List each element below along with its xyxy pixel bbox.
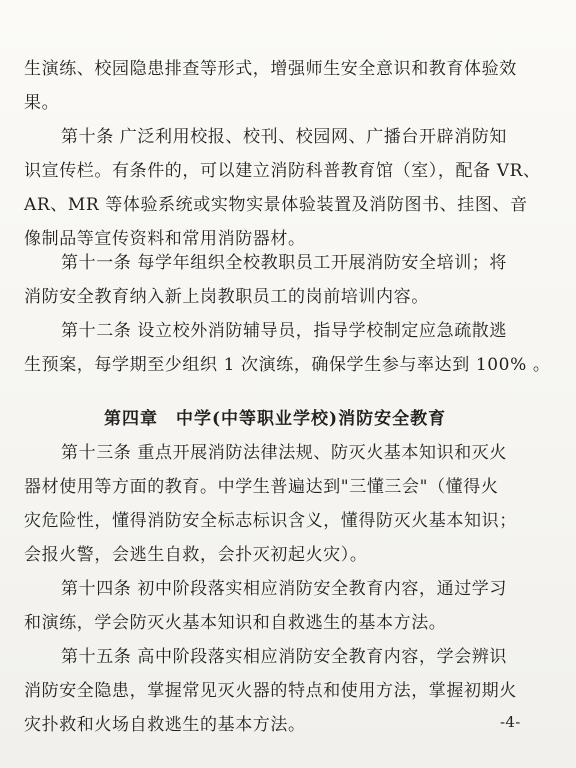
article-13-line-2: 器材使用等方面的教育。中学生普遍达到"三懂三会"（懂得火 <box>24 477 499 497</box>
text-line-1: 生演练、校园隐患排查等形式，增强师生安全意识和教育体验效 <box>24 59 517 79</box>
article-14-line-1: 第十四条 初中阶段落实相应消防安全教育内容，通过学习 <box>61 579 508 599</box>
article-14-line-2: 和演练，学会防灭火基本知识和自救逃生的基本方法。 <box>24 613 447 633</box>
article-10-line-4: 像制品等宣传资料和常用消防器材。 <box>24 229 306 249</box>
article-13-line-3: 灾危险性，懂得消防安全标志标识含义，懂得防灭火基本知识； <box>24 511 517 531</box>
article-10-line-2: 识宣传栏。有条件的，可以建立消防科普教育馆（室），配备 VR、 <box>24 161 541 181</box>
article-15-line-1: 第十五条 高中阶段落实相应消防安全教育内容，学会辨识 <box>61 647 508 667</box>
text-line-2: 果。 <box>24 93 60 113</box>
article-10-line-1: 第十条 广泛利用校报、校刊、校园网、广播台开辟消防知 <box>61 127 508 147</box>
article-11-line-1: 第十一条 每学年组织全校教职员工开展消防安全培训；将 <box>61 253 508 273</box>
page-number: -4- <box>500 713 521 731</box>
article-15-line-3: 灾扑救和火场自救逃生的基本方法。 <box>24 715 306 735</box>
article-10-line-3: AR、MR 等体验系统或实物实景体验装置及消防图书、挂图、音 <box>24 195 528 215</box>
article-12-line-1: 第十二条 设立校外消防辅导员，指导学校制定应急疏散逃 <box>61 321 508 341</box>
article-11-line-2: 消防安全教育纳入新上岗教职员工的岗前培训内容。 <box>24 287 429 307</box>
chapter-heading: 第四章 中学(中等职业学校)消防安全教育 <box>104 409 447 429</box>
article-12-line-2: 生预案，每学期至少组织 1 次演练，确保学生参与率达到 100% 。 <box>24 355 551 375</box>
article-13-line-1: 第十三条 重点开展消防法律法规、防灭火基本知识和灭火 <box>61 443 508 463</box>
article-15-line-2: 消防安全隐患，掌握常见灭火器的特点和使用方法，掌握初期火 <box>24 681 517 701</box>
article-13-line-4: 会报火警，会逃生自救，会扑灭初起火灾）。 <box>24 545 368 565</box>
